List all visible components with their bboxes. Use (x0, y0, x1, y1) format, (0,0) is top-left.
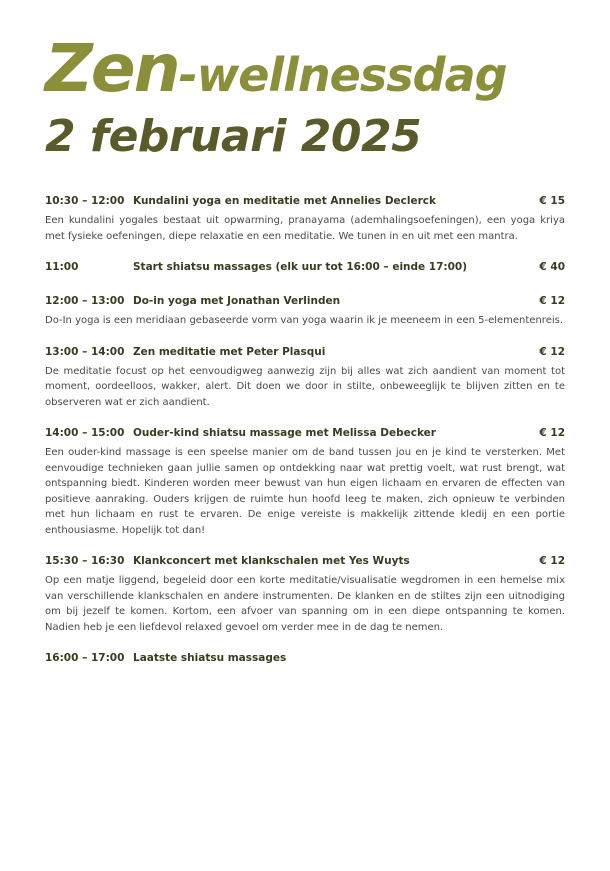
schedule-entry-header (45, 651, 565, 665)
schedule-entry-description: De meditatie focust op het eenvoudigweg aanwezig zijn bij alles wat zich aandient van moment tot moment, oordeelloos, wakker, alert. Dit doen we door in stilte, onbeweeglijk te blijven zitten en te observeren wat er zich aandient. (45, 365, 565, 408)
schedule-entry-time: 11:00 (45, 261, 79, 273)
schedule-entry-header (45, 294, 565, 308)
schedule-entry-description: Op een matje liggend, begeleid door een korte meditatie/visualisatie wegdromen in een hemelse mix van verschillende klankschalen en andere instrumenten. De klanken en de stiltes zijn een uitnodiging om bij jezelf te komen. Kortom, een afvoer van spanning om in een diepe ontspanning te komen. Nadien heb je een liefdevol relaxed gevoel om verder mee in de dag te nemen. (45, 575, 565, 633)
schedule-entry-price: € 12 (539, 555, 565, 567)
schedule-entry-price: € 40 (539, 261, 565, 273)
schedule-entry-time: 15:30 – 16:30 (45, 555, 125, 567)
schedule-entry-title: Start shiatsu massages (elk uur tot 16:00 – einde 17:00) (133, 261, 468, 273)
schedule-entry-title: Kundalini yoga en meditatie met Annelies Declerck (133, 195, 437, 207)
schedule-entry (45, 651, 565, 665)
schedule-entry-price: € 15 (539, 195, 565, 207)
schedule-entry-header (45, 345, 565, 359)
schedule-entry-description: Do-In yoga is een meridiaan gebaseerde vorm van yoga waarin ik je meeneem in een 5-elementenreis. (45, 315, 564, 326)
schedule-entry-title: Do-in yoga met Jonathan Verlinden (133, 295, 341, 307)
schedule-entry-header (45, 260, 565, 274)
schedule-entry (45, 260, 565, 274)
schedule-entry-time: 10:30 – 12:00 (45, 195, 125, 207)
schedule-entry-time: 12:00 – 13:00 (45, 295, 125, 307)
schedule-entry-description: Een kundalini yogales bestaat uit opwarming, pranayama (ademhalingsoefeningen), een yoga kriya met fysieke oefeningen, diepe relaxatie en een meditatie. We tunen in en uit met een mantra. (45, 215, 565, 242)
flyer-title-wellnessdag: -wellnessdag (178, 48, 507, 102)
schedule-entry (45, 294, 565, 329)
schedule-entry-time: 16:00 – 17:00 (45, 652, 125, 664)
flyer-title-zen: Zen (45, 30, 179, 107)
schedule-entry-price: € 12 (539, 345, 565, 358)
schedule-entry-header (45, 194, 565, 208)
schedule-entry (45, 194, 565, 244)
schedule-entry-header (45, 426, 565, 440)
schedule-entry-time: 14:00 – 15:00 (45, 427, 125, 439)
schedule-list (45, 194, 565, 665)
flyer-date: 2 februari 2025 (45, 111, 422, 162)
schedule-entry-time: 13:00 – 14:00 (45, 345, 125, 358)
flyer-title (45, 30, 565, 107)
schedule-entry (45, 345, 565, 411)
flyer-title-block (45, 0, 565, 164)
schedule-entry-title: Klankconcert met klankschalen met Yes Wuyts (133, 555, 410, 567)
schedule-entry-title: Laatste shiatsu massages (133, 652, 287, 664)
schedule-entry-price: € 12 (539, 295, 565, 307)
schedule-entry (45, 554, 565, 635)
schedule-entry-header (45, 554, 565, 568)
schedule-entry-title: Zen meditatie met Peter Plasqui (133, 345, 326, 358)
schedule-entry (45, 426, 565, 538)
schedule-entry-title: Ouder-kind shiatsu massage met Melissa Debecker (133, 427, 436, 439)
schedule-entry-price: € 12 (539, 427, 565, 439)
schedule-entry-description: Een ouder-kind massage is een speelse manier om de band tussen jou en je kind te versterken. Met eenvoudige technieken gaan jullie samen op ontdekking naar wat prettig voelt, wat rust brengt, wat ontspanning biedt. Kinderen worden meer bewust van hun eigen lichaam en ervaren de effecten van positieve aanraking. Ouders krijgen de ruimte hun hoofd leeg te maken, zich opnieuw te verbinden met hun lichaam en rust te ervaren. De enige vereiste is makkelijk zittende kledij en een portie enthousiasme. Hopelijk tot dan! (45, 447, 565, 536)
